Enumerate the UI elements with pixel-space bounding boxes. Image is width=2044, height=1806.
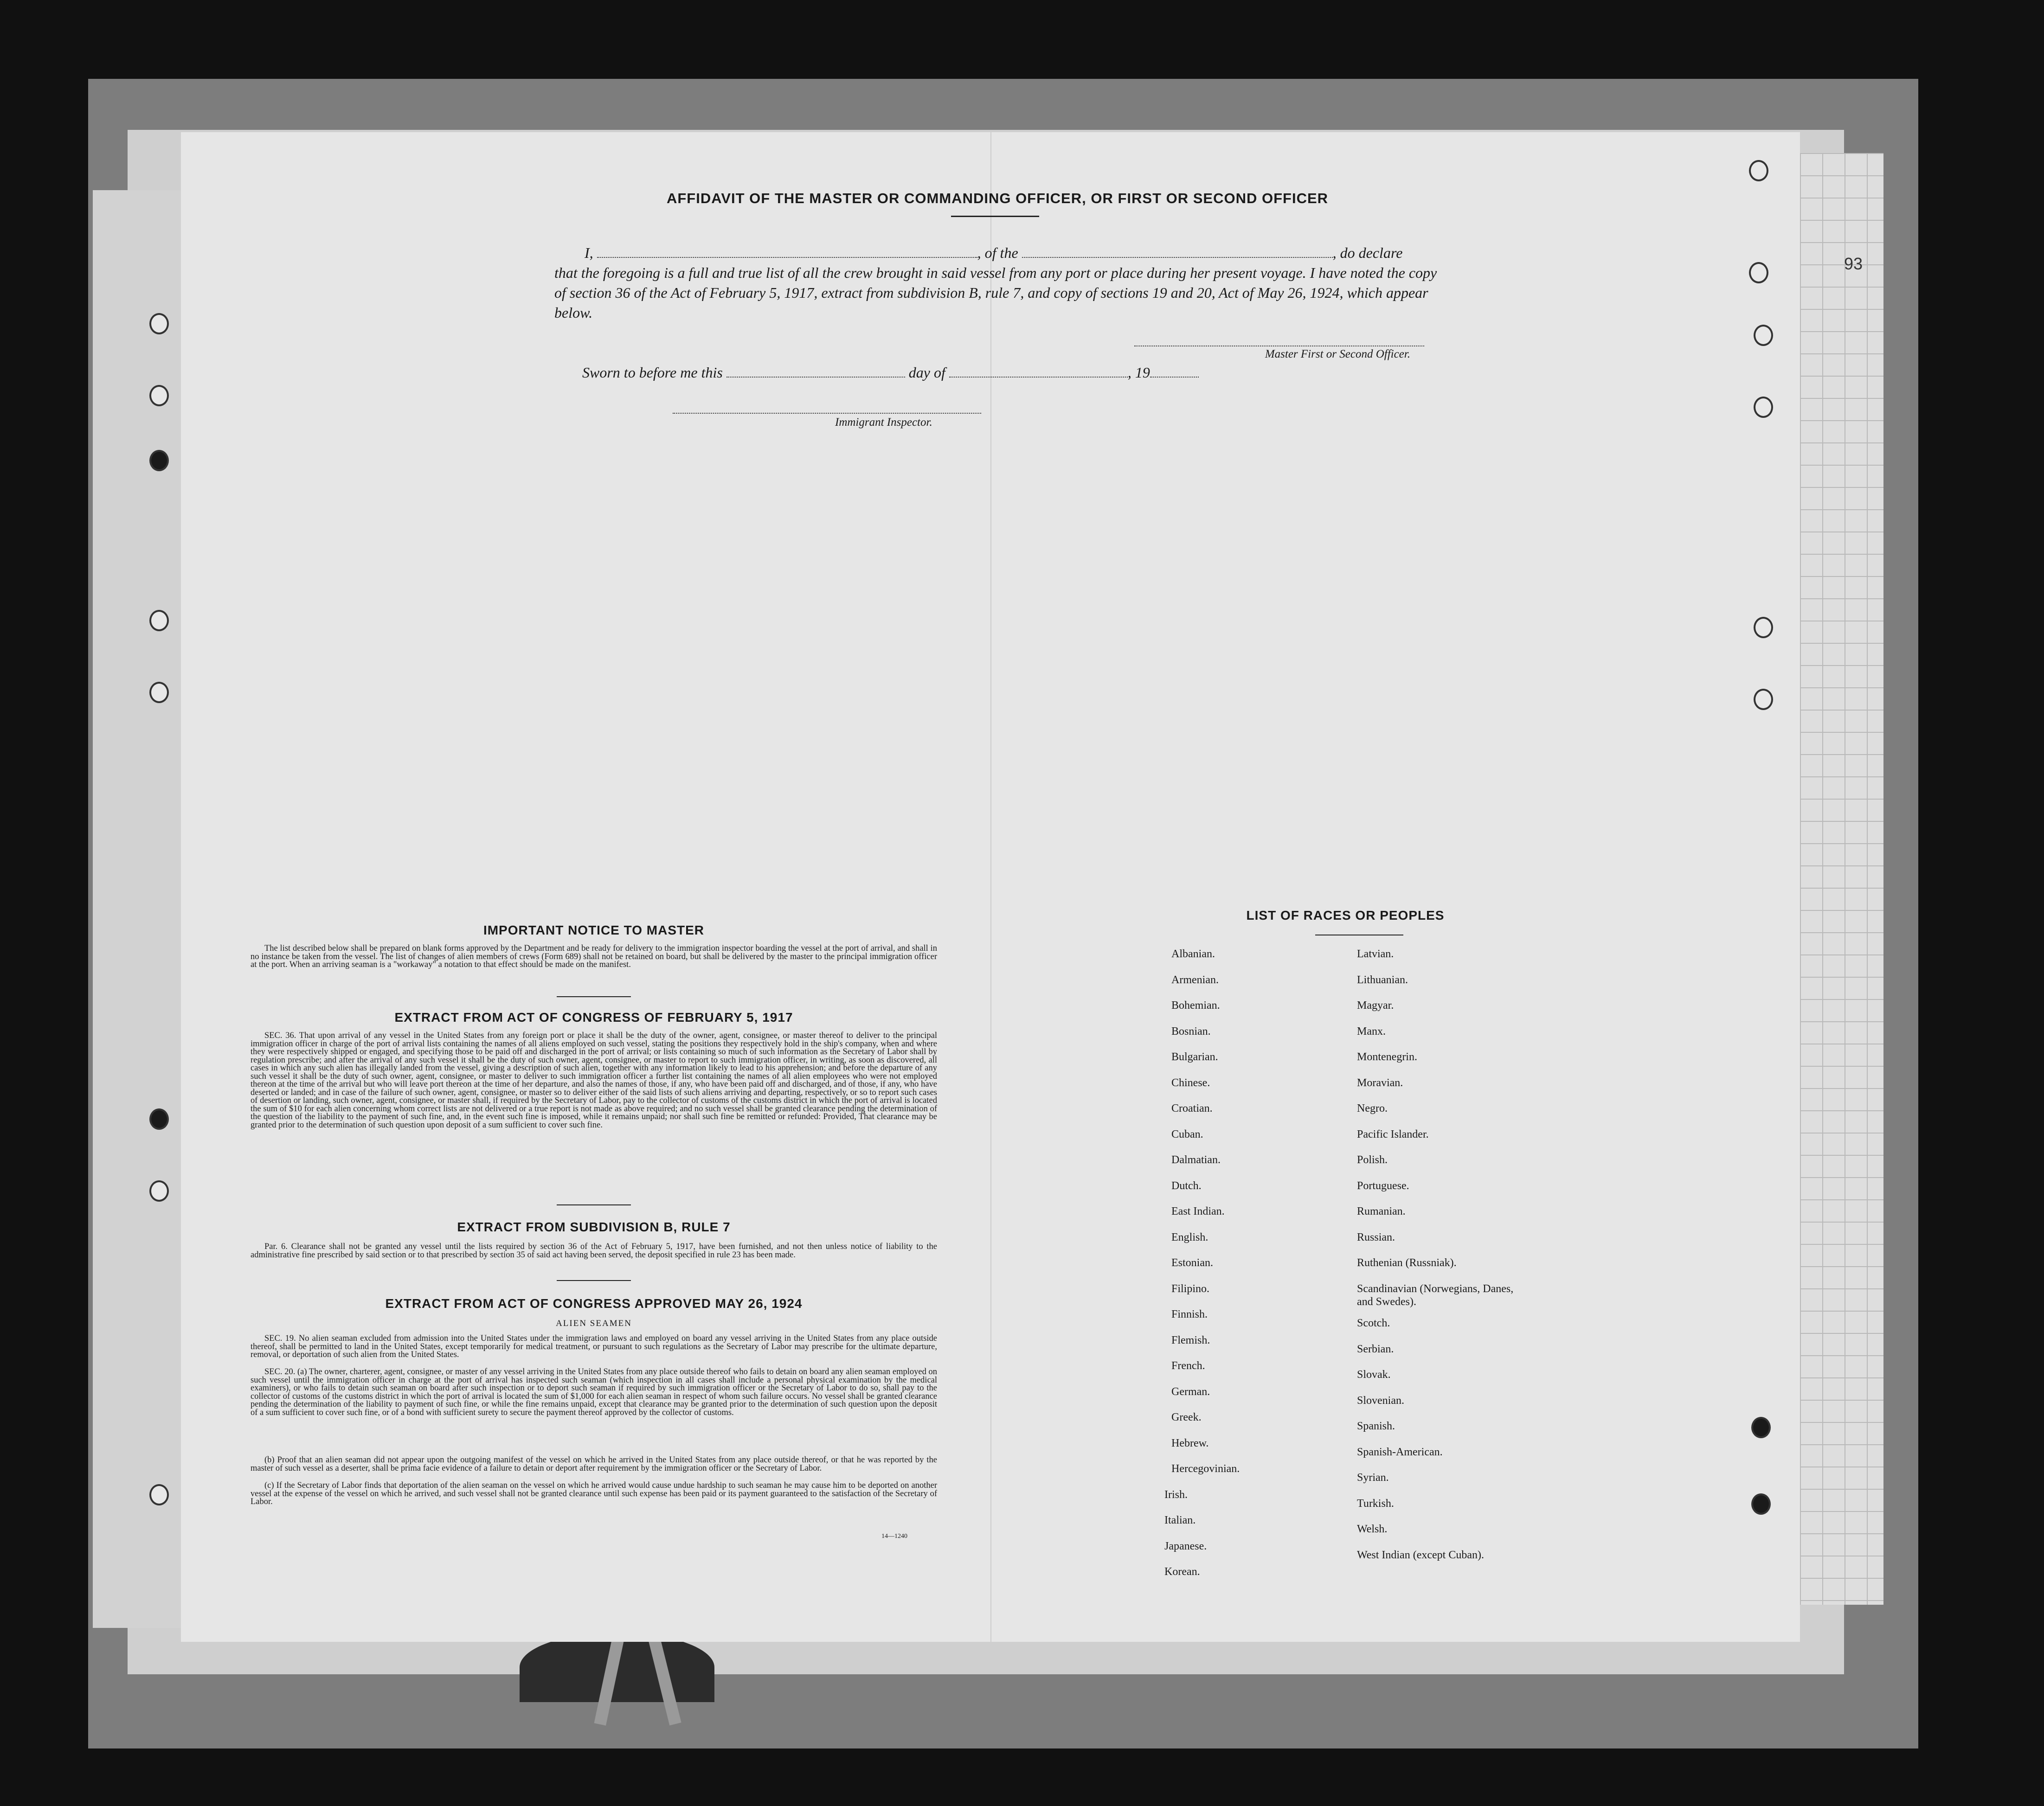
race-item: East Indian. (1171, 1205, 1225, 1217)
race-item: Greek. (1171, 1411, 1202, 1423)
race-item: Irish. (1164, 1488, 1188, 1501)
affidavit-body: that the foregoing is a full and true list of all the crew brought in said vessel from any port or place during her present voyage. I have noted the copy of section 36 of the Act of February 5, 1917, extract from subdivision B, rule 7, and copy of sections 19 and 20, Act of May 26, 1924, which appear below. (554, 264, 1437, 321)
master-name-field[interactable] (597, 247, 977, 258)
race-item: French. (1171, 1360, 1205, 1372)
i-label: I, (585, 244, 593, 261)
race-item: Turkish. (1357, 1497, 1394, 1510)
race-item: Estonian. (1171, 1257, 1213, 1269)
race-item: Finnish. (1171, 1308, 1208, 1320)
race-item: Albanian. (1171, 948, 1215, 960)
ledger-grid-sheet (1800, 153, 1883, 1605)
binder-hole (149, 385, 169, 406)
race-item: Filipino. (1171, 1282, 1210, 1295)
race-item: Montenegrin. (1357, 1051, 1417, 1063)
race-item: Bosnian. (1171, 1025, 1211, 1037)
notice-body: The list described below shall be prepared on blank forms approved by the Department and be ready for delivery to the immigration inspector boarding the vessel at the port of arrival, and shall in no instance be taken from the vessel. The list of changes of alien members of crews (Form 689) shall not be retained on board, but shall be delivered by the master to the principal immigration officer at the port. When an arriving seaman is a "workaway" a notation to that effect should be made on the manifest. (251, 944, 937, 969)
race-item: Lithuanian. (1357, 973, 1408, 986)
binder-hole (1751, 1493, 1771, 1515)
sworn-label: Sworn to before me this (582, 364, 723, 381)
race-item: Italian. (1164, 1514, 1196, 1526)
race-item: Portuguese. (1357, 1179, 1409, 1192)
declaration-line (550, 243, 1445, 263)
races-title: LIST OF RACES OR PEOPLES (1246, 908, 1445, 922)
inspector-label: Immigrant Inspector. (835, 416, 932, 429)
race-item: Chinese. (1171, 1076, 1210, 1089)
sec-19-text: SEC. 19. No alien seaman excluded from admission into the United States under the immigration laws and employed on board any vessel arriving in the United States from any place outside thereof, shall be permitted to land in the United States, except temporarily for medical treatment, or pursuant to such regulations as the Secretary of Labor may prescribe for the ultimate departure, removal, or deportation of such alien from the United States. (251, 1334, 937, 1359)
rule-7-body: Par. 6. Clearance shall not be granted any vessel until the lists required by section 36 of the Act of February 5, 1917, have been furnished, and not then unless notice of liability to the administrative fine prescribed by said section or to that prescribed by section 35 of said act having been served, the deposit specified in rule 23 has been made. (251, 1242, 937, 1260)
sec-20c-text: (c) If the Secretary of Labor finds that deportation of the alien seaman on the vessel on which he arrived would cause undue hardship to such seaman he may cause him to be deported on another vessel at the expense of the vessel on which he arrived, and such vessel shall not be granted clearance until such expense has been paid or its payment guaranteed to the satisfaction of the Secretary of Labor. (251, 1481, 937, 1506)
race-item: Polish. (1357, 1154, 1388, 1166)
form-number: 14—1240 (881, 1533, 907, 1540)
race-item: Manx. (1357, 1025, 1386, 1037)
affidavit-text (550, 243, 1445, 323)
sec-20a-text: SEC. 20. (a) The owner, charterer, agent, consignee, or master of any vessel arriving in the United States from any place outside thereof who fails to detain on board any alien seaman employed on such vessel until the immigration officer in charge at the port of arrival has inspected such seaman (which inspection in all cases shall include a personal physical examination by the medical examiners), or who fails to detain such seaman on board after such inspection or to deport such seaman if required by such immigration officer or the Secretary of Labor to do so, shall pay to the collector of customs of the customs district in which the port of arrival is located the sum of $1,000 for each alien seaman in respect of whom such failure occurs. No vessel shall be granted clearance pending the determination of the liability to payment of such fine, or while the fine remains unpaid, except that clearance may be granted prior to the determination of such question upon the deposit of a sum sufficient to cover such fine, or of a bond with sufficient surety to secure the payment thereof approved by the collector of customs. (251, 1367, 937, 1417)
page-number: 93 (1844, 254, 1863, 273)
sworn-month-field[interactable] (949, 366, 1128, 378)
race-item: Scandinavian (Norwegians, Danes, and Swedes). (1357, 1282, 1514, 1308)
vessel-name-field[interactable] (1022, 247, 1333, 258)
binder-hole (149, 1484, 169, 1505)
inspector-signature-field[interactable] (673, 413, 981, 414)
race-item: Welsh. (1357, 1523, 1388, 1536)
sec-20b-text: (b) Proof that an alien seaman did not appear upon the outgoing manifest of the vessel on which he arrived in the United States from any place outside thereof, or that he was reported by the master of such vessel as a deserter, shall be prima facie evidence of a failure to detain or deport after requirement by the immigration officer or the Secretary of Labor. (251, 1455, 937, 1473)
binder-hole (1751, 1417, 1771, 1438)
binder-hole (149, 1180, 169, 1202)
race-item: Dutch. (1171, 1179, 1202, 1192)
alien-seamen-subtitle: ALIEN SEAMEN (556, 1319, 632, 1328)
race-item: Spanish. (1357, 1420, 1395, 1433)
notice-title: IMPORTANT NOTICE TO MASTER (483, 923, 705, 937)
extract-1917-title: EXTRACT FROM ACT OF CONGRESS OF FEBRUARY 5, 1917 (394, 1010, 793, 1025)
race-item: Scotch. (1357, 1317, 1390, 1330)
binder-hole (1754, 617, 1773, 638)
race-item: Spanish-American. (1357, 1446, 1443, 1458)
race-item: Slovak. (1357, 1369, 1391, 1381)
race-item: Dalmatian. (1171, 1154, 1221, 1166)
binder-hole (149, 610, 169, 631)
binder-hole (1754, 325, 1773, 346)
race-item: Rumanian. (1357, 1205, 1406, 1217)
title-rule (951, 216, 1039, 217)
race-item: Serbian. (1357, 1343, 1394, 1355)
section-rule (557, 1204, 631, 1205)
race-item: German. (1171, 1385, 1210, 1398)
race-item: Magyar. (1357, 999, 1394, 1012)
of-the-label: , of the (977, 244, 1018, 261)
binder-hole (1754, 397, 1773, 418)
race-item: Hercegovinian. (1171, 1463, 1240, 1475)
race-item: Armenian. (1171, 973, 1219, 986)
sworn-day-field[interactable] (726, 366, 905, 378)
race-item: West Indian (except Cuban). (1357, 1549, 1484, 1561)
binder-hole (149, 450, 169, 471)
race-item: Slovenian. (1357, 1394, 1404, 1407)
year-label: , 19 (1127, 364, 1150, 381)
race-item: Syrian. (1357, 1472, 1389, 1484)
race-item: Croatian. (1171, 1102, 1213, 1114)
extract-1917-body: SEC. 36. That upon arrival of any vessel in the United States from any foreign port or place it shall be the duty of the owner, agent, consignee, or master thereof to deliver to the principal immigration officer in charge of the port of arrival lists containing the names of all aliens employed on such vessel, stating the positions they respectively hold in the ship's company, when and where they were respectively shipped or engaged, and specifying those to be paid off and discharged in the port of arrival; or lists containing so much of such information as the Secretary of Labor shall by regulation prescribe; and after the arrival of any such vessel it shall be the duty of such owner, agent, consignee, or master to report to such immigration officer, in writing, as soon as discovered, all cases in which any such alien has illegally landed from the vessel, giving a description of such alien, together with any information likely to lead to his apprehension; and before the departure of any such vessel it shall be the duty of such owner, agent, consignee, or master to deliver to such immigration officer a further list containing the names of all alien employees who were not employed thereon at the time of the arrival but who will leave port thereon at the time of her departure, and also the names of those, if any, who have been paid off and discharged, and of those, if any, who have deserted or landed; and in case of the failure of such owner, agent, consignee, or master so to deliver either of the said lists of such aliens arriving and departing, respectively, or so to report such cases of desertion or landing, such owner, agent, consignee, or master shall, if required by the Secretary of Labor, pay to the collector of customs of the customs district in which the port of arrival is located the sum of $10 for each alien concerning whom correct lists are not delivered or a true report is not made as above required; and no such vessel shall be granted clearance pending the determination of the question of the liability to the payment of such fine, and, in the event such fine is imposed, while it remains unpaid; nor shall such fine be remitted or refunded: Provided, That clearance may be granted prior to the determination of such question upon deposit of a sum sufficient to cover such fine. (251, 1031, 937, 1130)
binder-hole (1754, 689, 1773, 710)
do-declare-label: , do declare (1332, 244, 1403, 261)
race-item: English. (1171, 1231, 1208, 1243)
race-item: Korean. (1164, 1566, 1200, 1578)
race-item: Moravian. (1357, 1076, 1403, 1089)
binder-hole (1749, 160, 1768, 181)
sworn-line (582, 364, 1199, 381)
race-item: Ruthenian (Russniak). (1357, 1257, 1457, 1269)
day-of-label: day of (908, 364, 945, 381)
extract-1924-title: EXTRACT FROM ACT OF CONGRESS APPROVED MAY 26, 1924 (385, 1296, 803, 1311)
race-item: Flemish. (1171, 1334, 1210, 1346)
binder-hole (149, 313, 169, 334)
race-item: Negro. (1357, 1102, 1388, 1114)
race-item: Cuban. (1171, 1128, 1203, 1140)
binder-hole (149, 682, 169, 703)
race-item: Bohemian. (1171, 999, 1220, 1012)
race-item: Pacific Islander. (1357, 1128, 1429, 1140)
race-item: Japanese. (1164, 1540, 1207, 1552)
binder-hole (149, 1108, 169, 1130)
sworn-year-field[interactable] (1150, 366, 1199, 378)
section-rule (557, 1280, 631, 1281)
binder-hole (1749, 262, 1768, 283)
race-item: Russian. (1357, 1231, 1395, 1243)
race-item: Latvian. (1357, 948, 1394, 960)
section-rule (557, 996, 631, 997)
signature-label: Master First or Second Officer. (1265, 348, 1410, 360)
center-fold (990, 132, 991, 1642)
rule-7-title: EXTRACT FROM SUBDIVISION B, RULE 7 (457, 1220, 731, 1234)
affidavit-title: AFFIDAVIT OF THE MASTER OR COMMANDING OFFICER, OR FIRST OR SECOND OFFICER (666, 190, 1329, 206)
race-item: Hebrew. (1171, 1437, 1209, 1449)
race-item: Bulgarian. (1171, 1051, 1218, 1063)
